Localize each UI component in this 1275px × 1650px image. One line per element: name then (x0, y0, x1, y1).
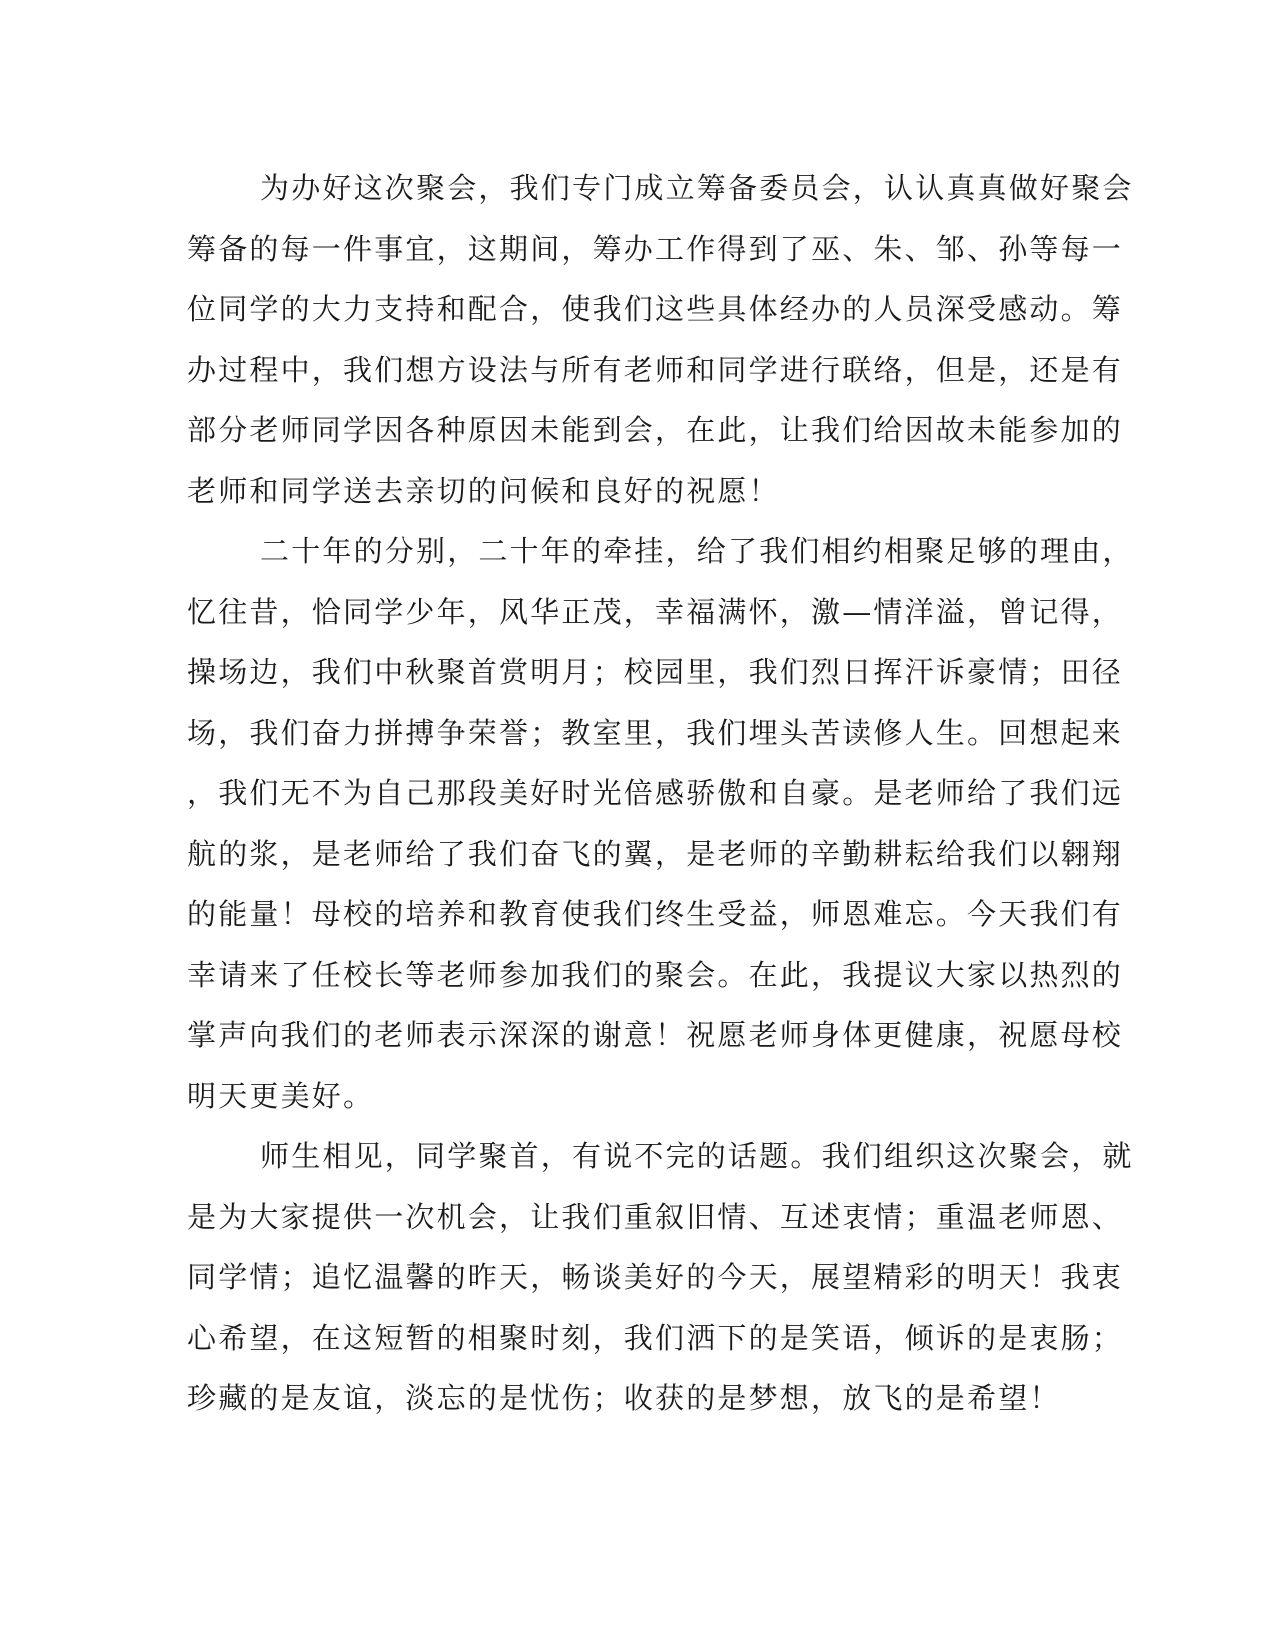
text-line: 场，我们奋力拼搏争荣誉；教室里，我们埋头苦读修人生。回想起来 (187, 715, 1124, 750)
text-line: 心希望，在这短暂的相聚时刻，我们洒下的是笑语，倾诉的是衷肠； (187, 1320, 1124, 1355)
text-line: 的能量！母校的培养和教育使我们终生受益，师恩难忘。今天我们有 (187, 897, 1124, 931)
text-line: 忆往昔，恰同学少年，风华正茂，幸福满怀，激—情洋溢，曾记得， (187, 594, 1124, 629)
text-line: 办过程中，我们想方设法与所有老师和同学进行联络，但是，还是有 (187, 352, 1124, 387)
text-line: 为办好这次聚会，我们专门成立筹备委员会，认认真真做好聚会 (260, 171, 1134, 205)
text-line: 幸请来了任校长等老师参加我们的聚会。在此，我提议大家以热烈的 (187, 957, 1124, 992)
text-line: 明天更美好。 (187, 1078, 375, 1113)
text-line: 珍藏的是友谊，淡忘的是忧伤；收获的是梦想，放飞的是希望！ (187, 1381, 1061, 1415)
text-line: 操场边，我们中秋聚首赏明月；校园里，我们烈日挥汗诉豪情；田径 (187, 655, 1124, 689)
text-line: 航的浆，是老师给了我们奋飞的翼，是老师的辛勤耕耘给我们以翱翔 (187, 836, 1124, 871)
text-line: 掌声向我们的老师表示深深的谢意！祝愿老师身体更健康，祝愿母校 (187, 1018, 1124, 1052)
text-line: 同学情；追忆温馨的昨天，畅谈美好的今天，展望精彩的明天！我衷 (187, 1260, 1124, 1294)
text-line: 二十年的分别，二十年的牵挂，给了我们相约相聚足够的理由， (260, 534, 1134, 568)
paragraph-3 (187, 1126, 1134, 1429)
paragraph-1 (187, 158, 1134, 521)
text-line: 筹备的每一件事宜，这期间，筹办工作得到了巫、朱、邹、孙等每一 (187, 231, 1124, 266)
text-line: 老师和同学送去亲切的问候和良好的祝愿！ (187, 473, 780, 508)
text-line: 是为大家提供一次机会，让我们重叙旧情、互述衷情；重温老师恩、 (187, 1199, 1124, 1234)
text-line: 部分老师同学因各种原因未能到会，在此，让我们给因故未能参加的 (187, 413, 1124, 447)
text-line: ，我们无不为自己那段美好时光倍感骄傲和自豪。是老师给了我们远 (187, 776, 1124, 810)
document-body (187, 158, 1134, 1429)
text-line: 位同学的大力支持和配合，使我们这些具体经办的人员深受感动。筹 (187, 292, 1124, 326)
text-line: 师生相见，同学聚首，有说不完的话题。我们组织这次聚会，就 (260, 1139, 1134, 1173)
paragraph-2 (187, 521, 1134, 1126)
